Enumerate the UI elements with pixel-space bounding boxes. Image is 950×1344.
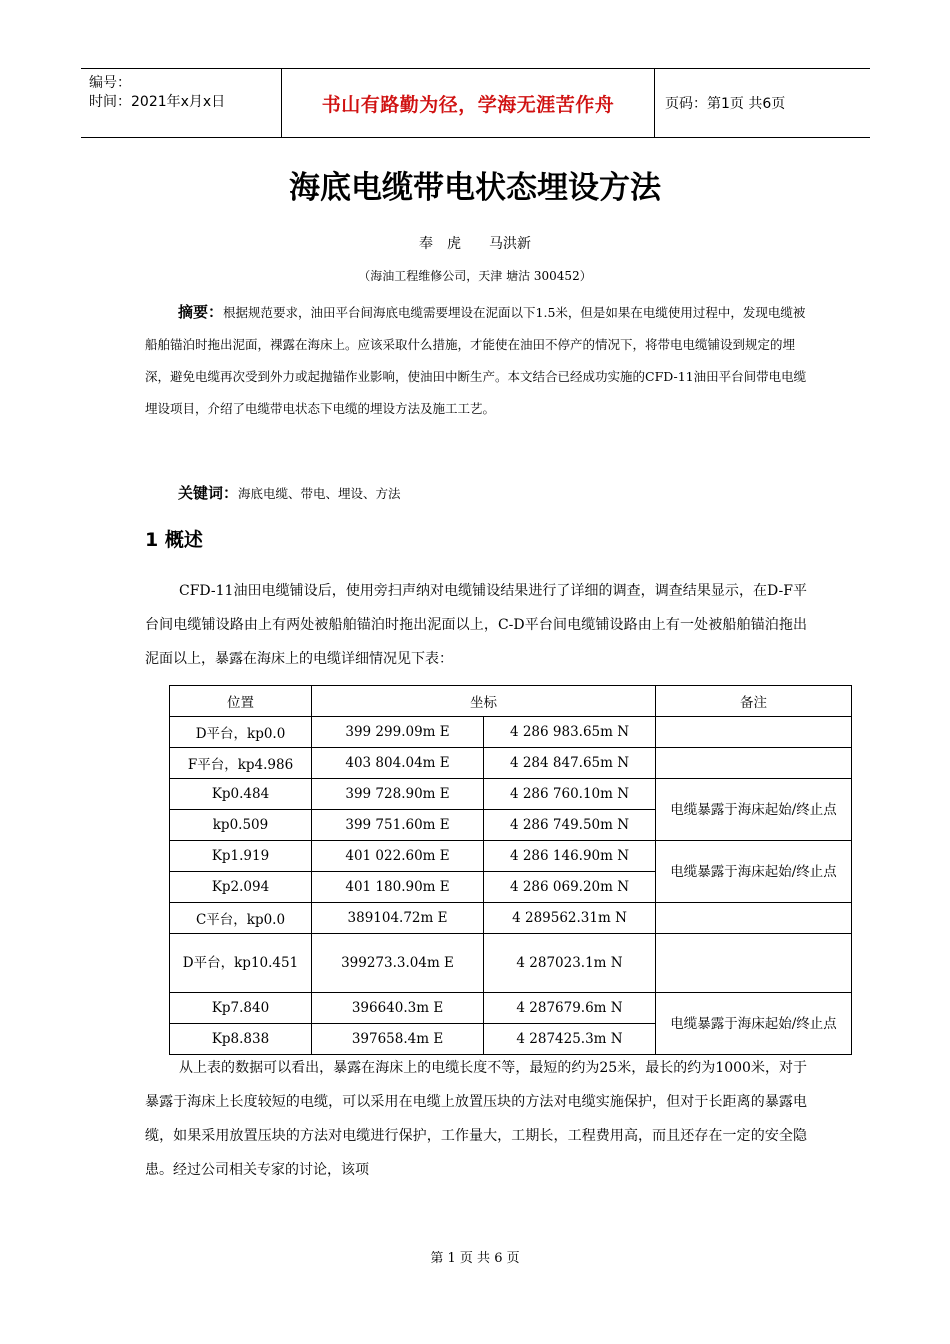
header-position: 位置 <box>170 686 312 717</box>
paragraph <box>145 574 807 676</box>
table-row <box>170 903 852 934</box>
table-cell: 4 286 146.90m N <box>484 841 656 872</box>
paragraph-text: CFD-11油田电缆铺设后，使用旁扫声纳对电缆铺设结果进行了详细的调查，调查结果显示，在D-F平台间电缆铺设路由上有两处被船舶锚泊时拖出泥面以上，C-D平台间电缆铺设路由上有一处被船舶锚泊拖出泥面以上，暴露在海床上的电缆详细情况见下表： <box>145 583 807 667</box>
table-cell <box>656 903 852 934</box>
table-cell: Kp2.094 <box>170 872 312 903</box>
table-cell: Kp7.840 <box>170 993 312 1024</box>
header-coordinates: 坐标 <box>312 686 656 717</box>
abstract-label: 摘要： <box>178 303 224 321</box>
keywords <box>178 480 401 507</box>
header-motto-cell <box>282 69 655 137</box>
table-cell: Kp1.919 <box>170 841 312 872</box>
table-cell: D平台，kp0.0 <box>170 717 312 748</box>
affiliation: （海油工程维修公司，天津 塘沽 300452） <box>358 269 592 283</box>
table-cell: D平台，kp10.451 <box>170 934 312 993</box>
abstract-text: 根据规范要求，油田平台间海底电缆需要埋设在泥面以下1.5米，但是如果在电缆使用过程中，发现电缆被船舶锚泊时拖出泥面，裸露在海床上。应该采取什么措施，才能使在油田不停产的情况下，将带电电缆铺设到规定的埋深，避免电缆再次受到外力或起抛锚作业影响，使油田中断生产。本文结合已经成功实施的CFD-11油田平台间带电电缆埋设项目，介绍了电缆带电状态下电缆的埋设方法及施工工艺。 <box>145 305 807 416</box>
remark-cell: 电缆暴露于海床起始/终止点 <box>656 993 852 1055</box>
table-row <box>170 717 852 748</box>
section-heading: 1 概述 <box>145 529 203 551</box>
table-cell <box>656 717 852 748</box>
table-row <box>170 779 852 810</box>
header-meta-cell <box>81 69 282 137</box>
table-cell: kp0.509 <box>170 810 312 841</box>
abstract <box>145 296 807 425</box>
table-cell: 399273.3.04m E <box>312 934 484 993</box>
remark-cell: 电缆暴露于海床起始/终止点 <box>656 841 852 903</box>
table-row <box>170 841 852 872</box>
table-row <box>170 748 852 779</box>
document-header <box>81 68 870 138</box>
table-cell: 397658.4m E <box>312 1024 484 1055</box>
table-cell <box>656 934 852 993</box>
table-cell: 401 022.60m E <box>312 841 484 872</box>
remark-cell: 电缆暴露于海床起始/终止点 <box>656 779 852 841</box>
table-cell: 4 284 847.65m N <box>484 748 656 779</box>
table-cell: C平台，kp0.0 <box>170 903 312 934</box>
number-label: 编号： <box>89 75 131 91</box>
header-page-cell <box>655 69 870 137</box>
table-row <box>170 993 852 1024</box>
paragraph <box>145 1051 807 1187</box>
table-cell: 389104.72m E <box>312 903 484 934</box>
table-cell: F平台，kp4.986 <box>170 748 312 779</box>
page-footer: 第 1 页 共 6 页 <box>430 1251 520 1266</box>
table-cell: 399 751.60m E <box>312 810 484 841</box>
motto: 书山有路勤为径，学海无涯苦作舟 <box>321 93 615 116</box>
page-label: 页码：第1页 共6页 <box>665 96 786 112</box>
table-cell: 4 286 069.20m N <box>484 872 656 903</box>
table-cell: 403 804.04m E <box>312 748 484 779</box>
table-header-row <box>170 686 852 717</box>
table-cell: Kp8.838 <box>170 1024 312 1055</box>
page-title: 海底电缆带电状态埋设方法 <box>289 170 661 206</box>
table-row <box>170 934 852 993</box>
table-cell: 399 728.90m E <box>312 779 484 810</box>
table-cell: 399 299.09m E <box>312 717 484 748</box>
table-cell: 4 286 760.10m N <box>484 779 656 810</box>
keywords-label: 关键词： <box>178 484 239 502</box>
paragraph-text: 从上表的数据可以看出，暴露在海床上的电缆长度不等，最短的约为25米，最长的约为1000米，对于暴露于海床上长度较短的电缆，可以采用在电缆上放置压块的方法对电缆实施保护，但对于长距离的暴露电缆，如果采用放置压块的方法对电缆进行保护，工作量大，工期长，工程费用高，而且还存在一定的安全隐患。经过公司相关专家的讨论，该项 <box>145 1060 807 1178</box>
keywords-text: 海底电缆、带电、埋设、方法 <box>238 486 401 501</box>
header-remarks: 备注 <box>656 686 852 717</box>
table-cell: 4 287023.1m N <box>484 934 656 993</box>
time-label: 时间：2021年x月x日 <box>89 94 226 110</box>
table-cell: 4 287425.3m N <box>484 1024 656 1055</box>
table-cell: 4 286 983.65m N <box>484 717 656 748</box>
table-cell: 396640.3m E <box>312 993 484 1024</box>
table-cell: 4 289562.31m N <box>484 903 656 934</box>
authors: 奉 虎 马洪新 <box>419 236 531 252</box>
table-cell <box>656 748 852 779</box>
table-cell: 4 286 749.50m N <box>484 810 656 841</box>
table-cell: 401 180.90m E <box>312 872 484 903</box>
table-cell: Kp0.484 <box>170 779 312 810</box>
table-cell: 4 287679.6m N <box>484 993 656 1024</box>
coordinates-table <box>169 685 852 1055</box>
